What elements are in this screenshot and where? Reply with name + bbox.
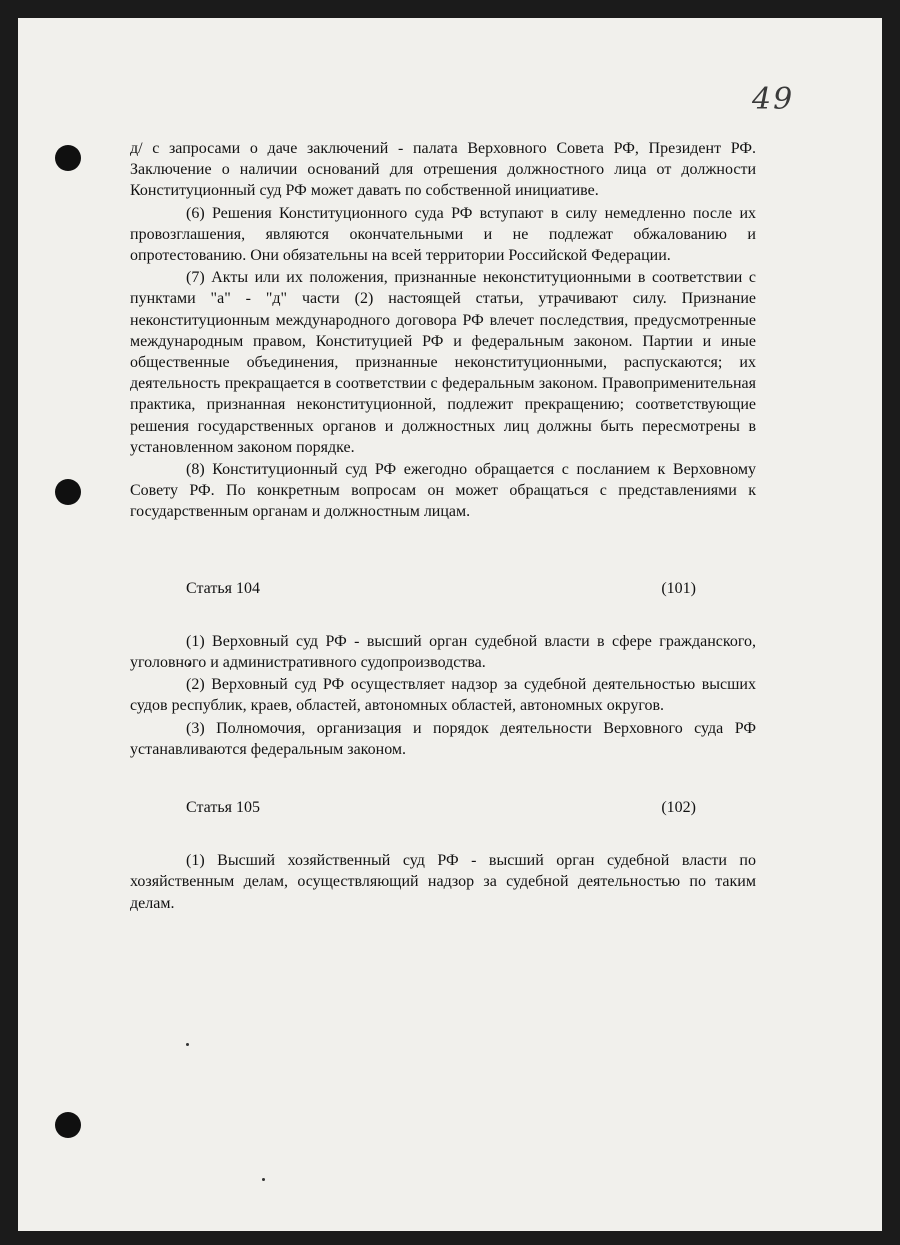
speck [186,1043,189,1046]
punch-hole-bottom [55,1112,81,1138]
document-body [130,138,756,915]
paragraph-8: (8) Конституционный суд РФ ежегодно обращается с посланием к Верховному Совету РФ. По конкретным вопросам он может обращаться с представлениями к государственным органам и должностным лицам. [130,461,756,521]
article-104-old-number: (101) [661,579,696,597]
article-105-old-number: (102) [661,799,696,817]
paragraph-6: (6) Решения Конституционного суда РФ вступают в силу немедленно после их провозглашения, являются окончательными и не подлежат обжалованию и опротестованию. Они обязательны на всей территории Российской Федерации. [130,204,756,265]
article-105-paragraph-1: (1) Высший хозяйственный суд РФ - высший орган судебной власти по хозяйственным делам, осуществляющий надзор за судебной деятельностью по таким делам. [130,852,756,912]
paragraph-7: (7) Акты или их положения, признанные неконституционными в соответствии с пунктами "а" - "д" части (2) настоящей статьи, утрачивают силу. Признание неконституционным международного договора РФ влечет последствия, предусмотренные международным правом, Конституцией РФ и федеральным законом. Партии и иные общественные объединения, признанные неконституционными, распускаются; их деятельность прекращается в соответствии с федеральным законом. Правоприменительная практика, признанная неконституционной, подлежит прекращению; соответствующие решения государственных органов и должностных лиц должны быть пересмотрены в установленном законом порядке. [130,269,756,456]
punch-hole-middle [55,479,81,505]
article-104-heading [130,578,756,599]
paragraph-d: д/ с запросами о даче заключений - палата Верховного Совета РФ, Президент РФ. Заключение о наличии оснований для отрешения должностного лица от должности Конституционный суд РФ может давать по собственной инициативе. [130,140,756,200]
punch-hole-top [55,145,81,171]
article-105-heading [130,797,756,818]
document-page [18,18,882,1231]
article-105-title: Статья 105 [186,799,260,817]
article-104-paragraph-1: (1) Верховный суд РФ - высший орган судебной власти в сфере гражданского, уголовного и административного судопроизводства. [130,632,756,672]
speck [262,1178,265,1181]
page-number-handwritten: 49 [752,82,795,117]
article-104-title: Статья 104 [186,579,260,597]
article-104-paragraph-2: (2) Верховный суд РФ осуществляет надзор за судебной деятельностью высших судов республик, краев, областей, автономных областей, автономных округов. [130,676,756,715]
article-104-paragraph-3: (3) Полномочия, организация и порядок деятельности Верховного суда РФ устанавливаются федеральным законом. [130,719,756,758]
